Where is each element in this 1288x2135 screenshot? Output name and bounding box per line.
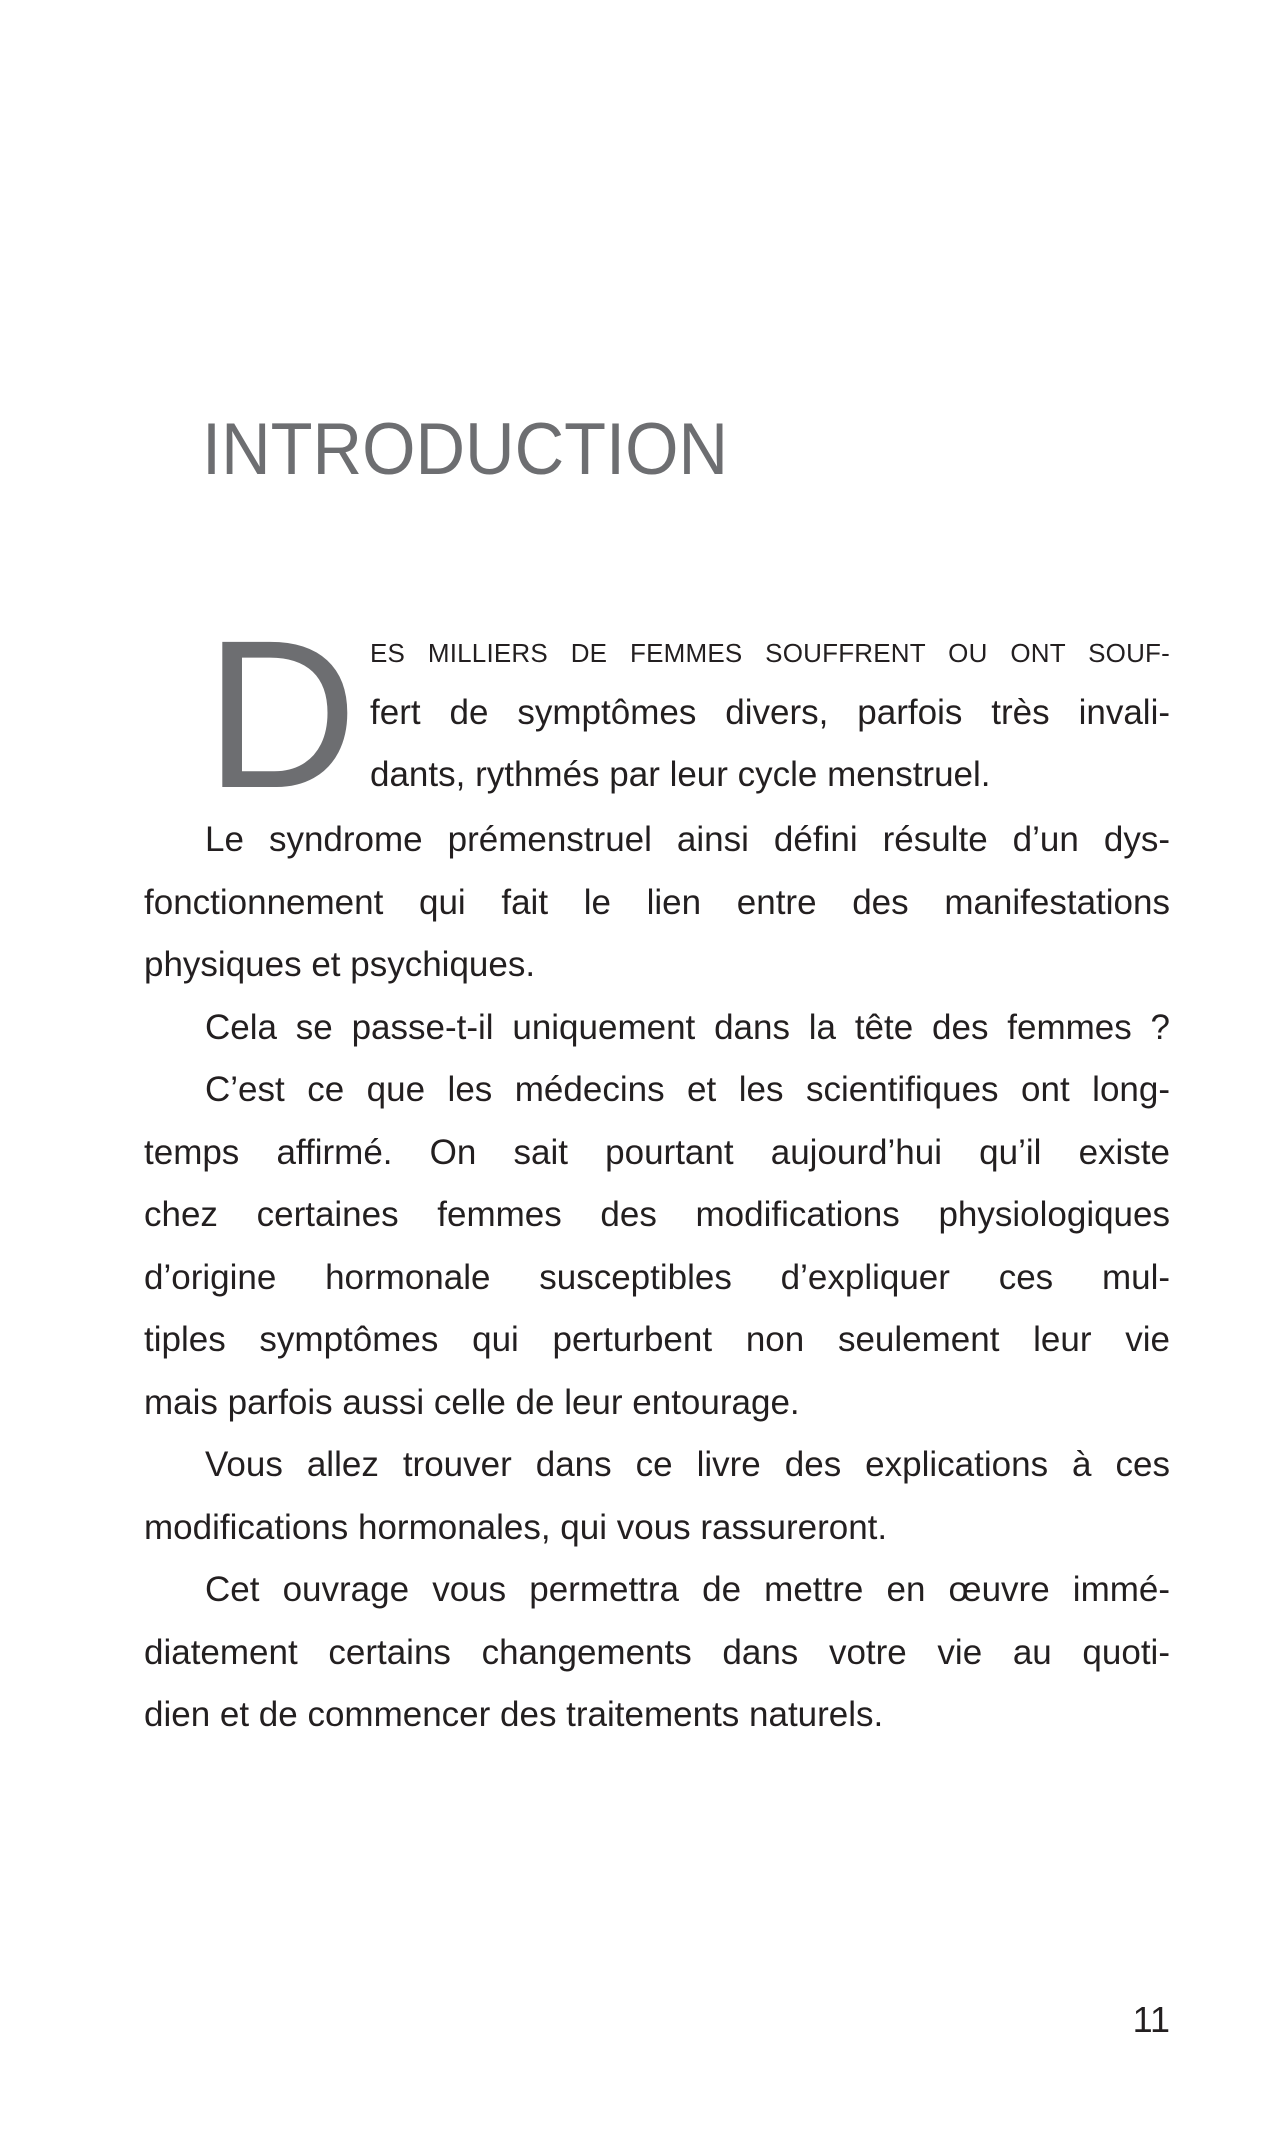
first-paragraph-line-2: fert de symptômes divers, parfois très invali- — [370, 693, 1170, 732]
paragraph-line: chez certaines femmes des modifications physiologiques — [144, 1195, 1170, 1234]
paragraph-line: Le syndrome prémenstruel ainsi défini résulte d’un dys- — [205, 820, 1170, 859]
paragraph-line: Vous allez trouver dans ce livre des explications à ces — [205, 1445, 1170, 1484]
paragraph-line: modifications hormonales, qui vous rassureront. — [144, 1507, 888, 1547]
paragraph-line: physiques et psychiques. — [144, 945, 536, 984]
paragraph-line: mais parfois aussi celle de leur entourage. — [144, 1382, 800, 1422]
body-text — [144, 809, 1170, 1747]
drop-cap-letter: D — [205, 596, 358, 832]
paragraph-line: Cela se passe-t-il uniquement dans la tête des femmes ? — [205, 1007, 1170, 1047]
first-paragraph-line-3: dants, rythmés par leur cycle menstruel. — [370, 755, 991, 794]
paragraph-line: tiples symptômes qui perturbent non seulement leur vie — [144, 1320, 1170, 1359]
page-number: 11 — [1132, 1999, 1170, 2040]
paragraph-line: Cet ouvrage vous permettra de mettre en œuvre immé- — [205, 1570, 1170, 1609]
paragraph-line: d’origine hormonale susceptibles d’expliquer ces mul- — [144, 1257, 1170, 1297]
paragraph-line: C’est ce que les médecins et les scientifiques ont long- — [205, 1070, 1170, 1109]
chapter-title: INTRODUCTION — [202, 409, 729, 490]
paragraph-line: diatement certains changements dans votre vie au quoti- — [144, 1632, 1170, 1672]
first-paragraph-line-1: ES MILLIERS DE FEMMES SOUFFRENT OU ONT SOUF- — [370, 638, 1170, 668]
paragraph-line: dien et de commencer des traitements naturels. — [144, 1695, 884, 1734]
paragraph-line: temps affirmé. On sait pourtant aujourd’hui qu’il existe — [144, 1132, 1170, 1172]
paragraph-line: fonctionnement qui fait le lien entre des manifestations — [144, 882, 1170, 922]
